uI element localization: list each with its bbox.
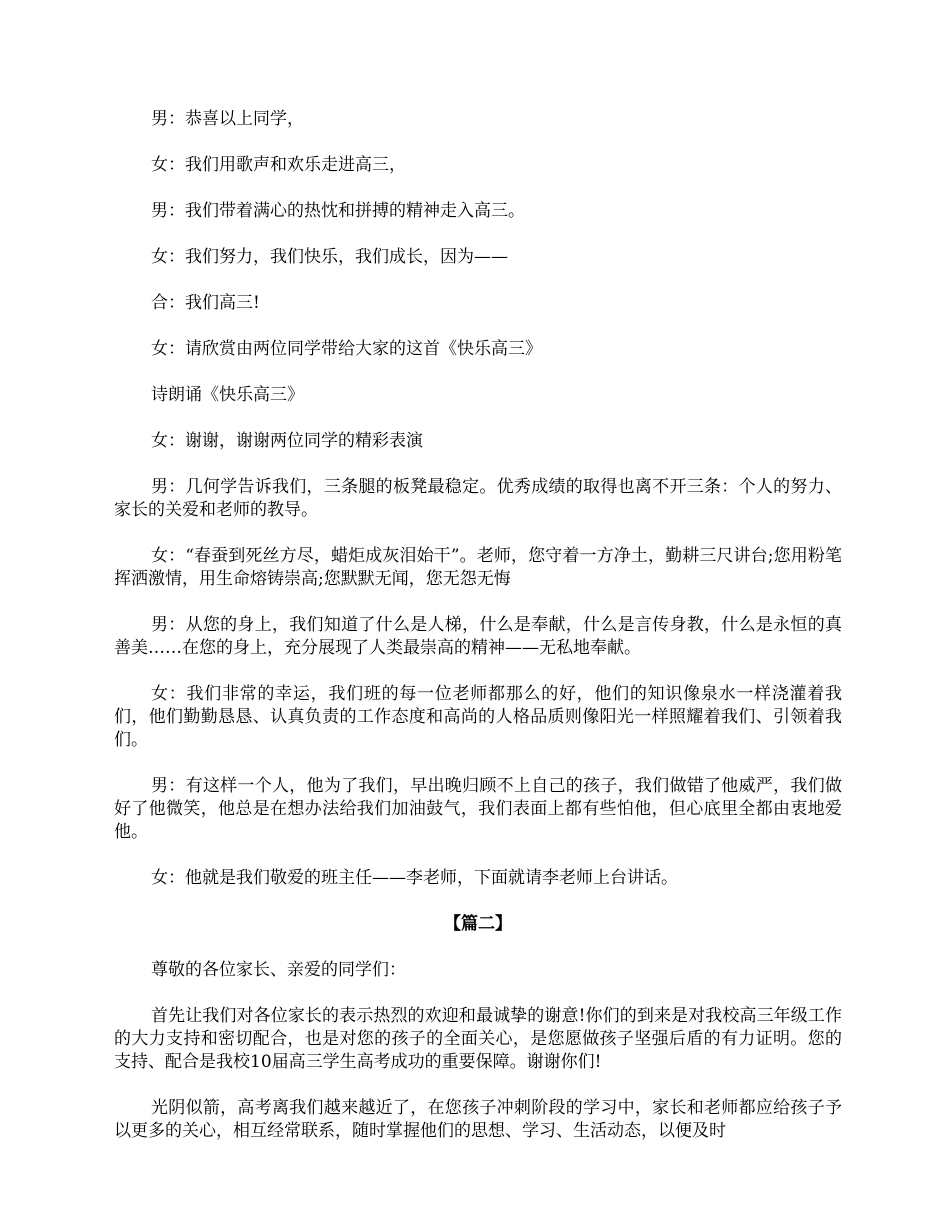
dialogue-line: 合：我们高三!: [151, 293, 260, 313]
speech-paragraph: 尊敬的各位家长、亲爱的同学们：: [151, 960, 406, 980]
dialogue-line: 男：恭喜以上同学，: [151, 109, 304, 129]
dialogue-line: 女：“春蚕到死丝方尽，蜡炬成灰泪始干”。老师，您守着一方净土，勤耕三尺讲台;您用粉笔挥洒激情，用生命熔铸崇高;您默默无闻，您无怨无悔: [114, 546, 842, 589]
dialogue-line: 女：我们非常的幸运，我们班的每一位老师都那么的好，他们的知识像泉水一样浇灌着我们，他们勤勤恳恳、认真负责的工作态度和高尚的人格品质则像阳光一样照耀着我们、引领着我们。: [114, 684, 842, 750]
dialogue-line: 男：我们带着满心的热忱和拼搏的精神走入高三。: [151, 201, 525, 221]
dialogue-line: 女：我们努力，我们快乐，我们成长，因为——: [151, 247, 508, 267]
dialogue-line: 男：几何学告诉我们，三条腿的板凳最稳定。优秀成绩的取得也离不开三条：个人的努力、家长的关爱和老师的教导。: [114, 477, 842, 520]
document-page: [114, 108, 842, 1166]
speech-paragraph: 光阴似箭，高考离我们越来越近了，在您孩子冲刺阶段的学习中，家长和老师都应给孩子予以更多的关心，相互经常联系，随时掌握他们的思想、学习、生活动态，以便及时: [114, 1098, 842, 1141]
dialogue-line: 男：从您的身上，我们知道了什么是人梯，什么是奉献，什么是言传身教，什么是永恒的真善美……在您的身上，充分展现了人类最崇高的精神——无私地奉献。: [114, 615, 842, 658]
dialogue-line: 女：谢谢，谢谢两位同学的精彩表演: [151, 431, 423, 451]
dialogue-line: 女：他就是我们敬爱的班主任——李老师，下面就请李老师上台讲话。: [151, 868, 678, 888]
dialogue-line: 女：请欣赏由两位同学带给大家的这首《快乐高三》: [151, 339, 542, 359]
section-heading: 【篇二】: [444, 914, 512, 934]
dialogue-line: 诗朗诵《快乐高三》: [151, 385, 304, 405]
speech-paragraph: 首先让我们对各位家长的表示热烈的欢迎和最诚挚的谢意!你们的到来是对我校高三年级工作的大力支持和密切配合，也是对您的孩子的全面关心，是您愿做孩子坚强后盾的有力证明。您的支持、配合是我校10届高三学生高考成功的重要保障。谢谢你们!: [114, 1006, 842, 1072]
dialogue-line: 女：我们用歌声和欢乐走进高三，: [151, 155, 406, 175]
dialogue-line: 男：有这样一个人，他为了我们，早出晚归顾不上自己的孩子，我们做错了他威严，我们做好了他微笑，他总是在想办法给我们加油鼓气，我们表面上都有些怕他，但心底里全都由衷地爱他。: [114, 776, 842, 842]
